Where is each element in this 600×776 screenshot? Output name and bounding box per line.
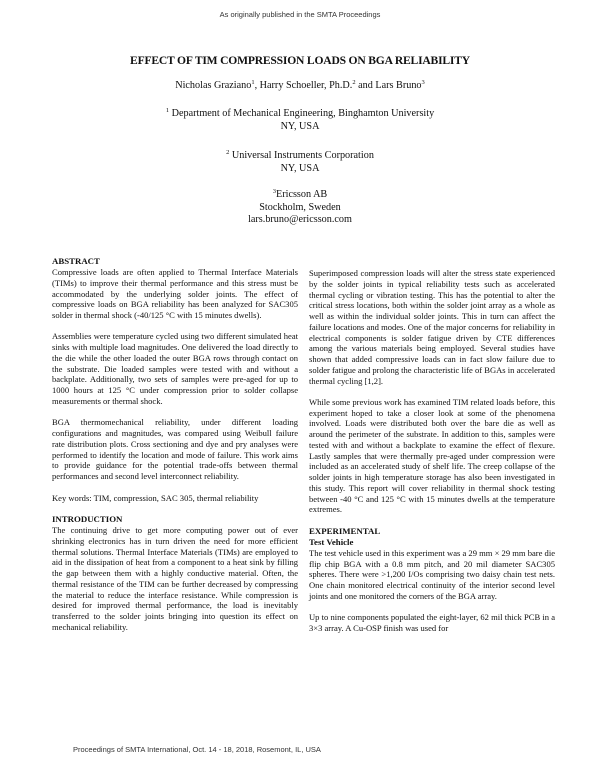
body-paragraph: Superimposed compression loads will alter the stress state experienced by the solder joints in typical reliability tests such as accelerated thermal cycling or vibration testing. This has the potential to alter the critical stress locations, both within the solder joint array as a whole as well as within the individual solder joints. This in turn can affect the failure locations and modes. One of the major concerns for reliability in electrical components is solder fatigue driven by CTE differences among the various materials being employed. Several studies have shown that added compressive loads can in fact slow failure due to solder fatigue and prolong the characteristic life of BGAs in accelerated thermal cycling [1,2].	[309, 268, 555, 386]
affiliation-1	[0, 108, 600, 133]
proceedings-footer: Proceedings of SMTA International, Oct. 14 - 18, 2018, Rosemont, IL, USA	[73, 745, 321, 754]
author-separator: and	[355, 80, 376, 91]
affiliation-name: Department of Mechanical Engineering, Binghamton University	[169, 108, 435, 119]
introduction-paragraph: The continuing drive to get more computing power out of ever shrinking electronics has in turn driven the need for more efficient thermal solutions. Thermal Interface Materials (TIMs) are employed to aid in the dissipation of heat from a component to a heat sink by filling the gap between them with a highly conductive material. Often, the thermal resistance of the TIM can be further decreased by compressing the material to reduce the interface resistance. While compression is desired for improved thermal performance, the load is inevitably transferred to the solder joints bringing into question its effect on mechanical reliability.	[52, 525, 298, 632]
affiliation-3	[0, 189, 600, 227]
abstract-paragraph: Assemblies were temperature cycled using two different simulated heat sinks with multiple load magnitudes. One delivered the load directly to the die while the other loaded the outer BGA rows through contact on the substrate. Die loaded samples were tested with and without a backplate. Additionally, two sets of samples were pre-aged for up to 1000 hours at 125 °C under compression prior to solder collapse measurements or thermal shock.	[52, 331, 298, 406]
abstract-heading: ABSTRACT	[52, 256, 100, 266]
affiliation-mark: 3	[272, 188, 276, 195]
keywords: Key words: TIM, compression, SAC 305, thermal reliability	[52, 492, 259, 503]
author-list	[0, 80, 600, 91]
body-paragraph: While some previous work has examined TIM related loads before, this experiment hoped to take a closer look at some of the phenomena involved. Loads were distributed both over the bare die as well as around the perimeter of the substrate. In addition to this, samples were tested with and without a backplate to examine the effect of flexure. Lastly samples that were thermally pre-aged under compression were included as an accelerated study of shelf life. The creep collapse of the solder joints in high temperature storage has also been investigated in this study. This report will cover reliability in thermal shock testing between -40 °C and 125 °C with 15 minutes dwells at the temperature extremes.	[309, 396, 555, 515]
body-paragraph: Up to nine components populated the eight-layer, 62 mil thick PCB in a 3×3 array. A Cu-OSP finish was used for	[309, 612, 555, 634]
proceedings-header-note: As originally published in the SMTA Proceedings	[219, 10, 381, 19]
paper-title: EFFECT OF TIM COMPRESSION LOADS ON BGA RELIABILITY	[130, 54, 470, 67]
author-affiliation-mark: 2	[352, 79, 356, 86]
author-name: Lars Bruno	[375, 80, 422, 91]
author-name: Nicholas Graziano	[175, 80, 252, 91]
affiliation-mark: 1	[165, 107, 170, 114]
affiliation-name: Ericsson AB	[276, 189, 328, 200]
affiliation-email: lars.bruno@ericsson.com	[248, 214, 352, 225]
right-column	[309, 268, 555, 634]
body-paragraph: The test vehicle used in this experiment was a 29 mm × 29 mm bare die flip chip BGA with a 0.8 mm pitch, and 20 mil diameter SAC305 spheres. There were >1,200 I/Os comprising two daisy chain test nets. One chain monitored electrical continuity of the interior second level joints and one monitored the corners of the BGA array.	[309, 547, 555, 601]
introduction-heading: INTRODUCTION	[52, 514, 123, 524]
affiliation-location: Stockholm, Sweden	[259, 201, 341, 213]
affiliation-2	[0, 150, 600, 175]
abstract-paragraph: BGA thermomechanical reliability, under different loading configurations and magnitudes, was compared using Weibull failure rate distribution plots. Cross sectioning and dye and pry analyses were performed to identify the location and mode of failure. This work aims to provide guidance for the potential trade-offs between thermal performances and second level interconnect reliability.	[52, 417, 298, 482]
author-affiliation-mark: 3	[421, 79, 425, 86]
affiliation-location: NY, USA	[280, 120, 320, 132]
test-vehicle-subheading: Test Vehicle	[309, 536, 354, 547]
affiliation-name: Universal Instruments Corporation	[229, 150, 374, 161]
abstract-paragraph: Compressive loads are often applied to Thermal Interface Materials (TIMs) to improve their thermal performance and this stress must be accommodated by the underlying solder joints. The effect of compressive loads on BGA reliability has been analyzed for SAC305 solder in thermal shock (-40/125 °C with 15 minutes dwells).	[52, 267, 298, 320]
author-affiliation-mark: 1	[251, 79, 255, 86]
affiliation-mark: 2	[226, 149, 230, 156]
affiliation-location: NY, USA	[280, 162, 320, 174]
left-column	[52, 256, 298, 633]
author-name: Harry Schoeller, Ph.D.	[259, 80, 353, 91]
author-separator: ,	[254, 80, 260, 91]
experimental-heading: EXPERIMENTAL	[309, 525, 381, 536]
